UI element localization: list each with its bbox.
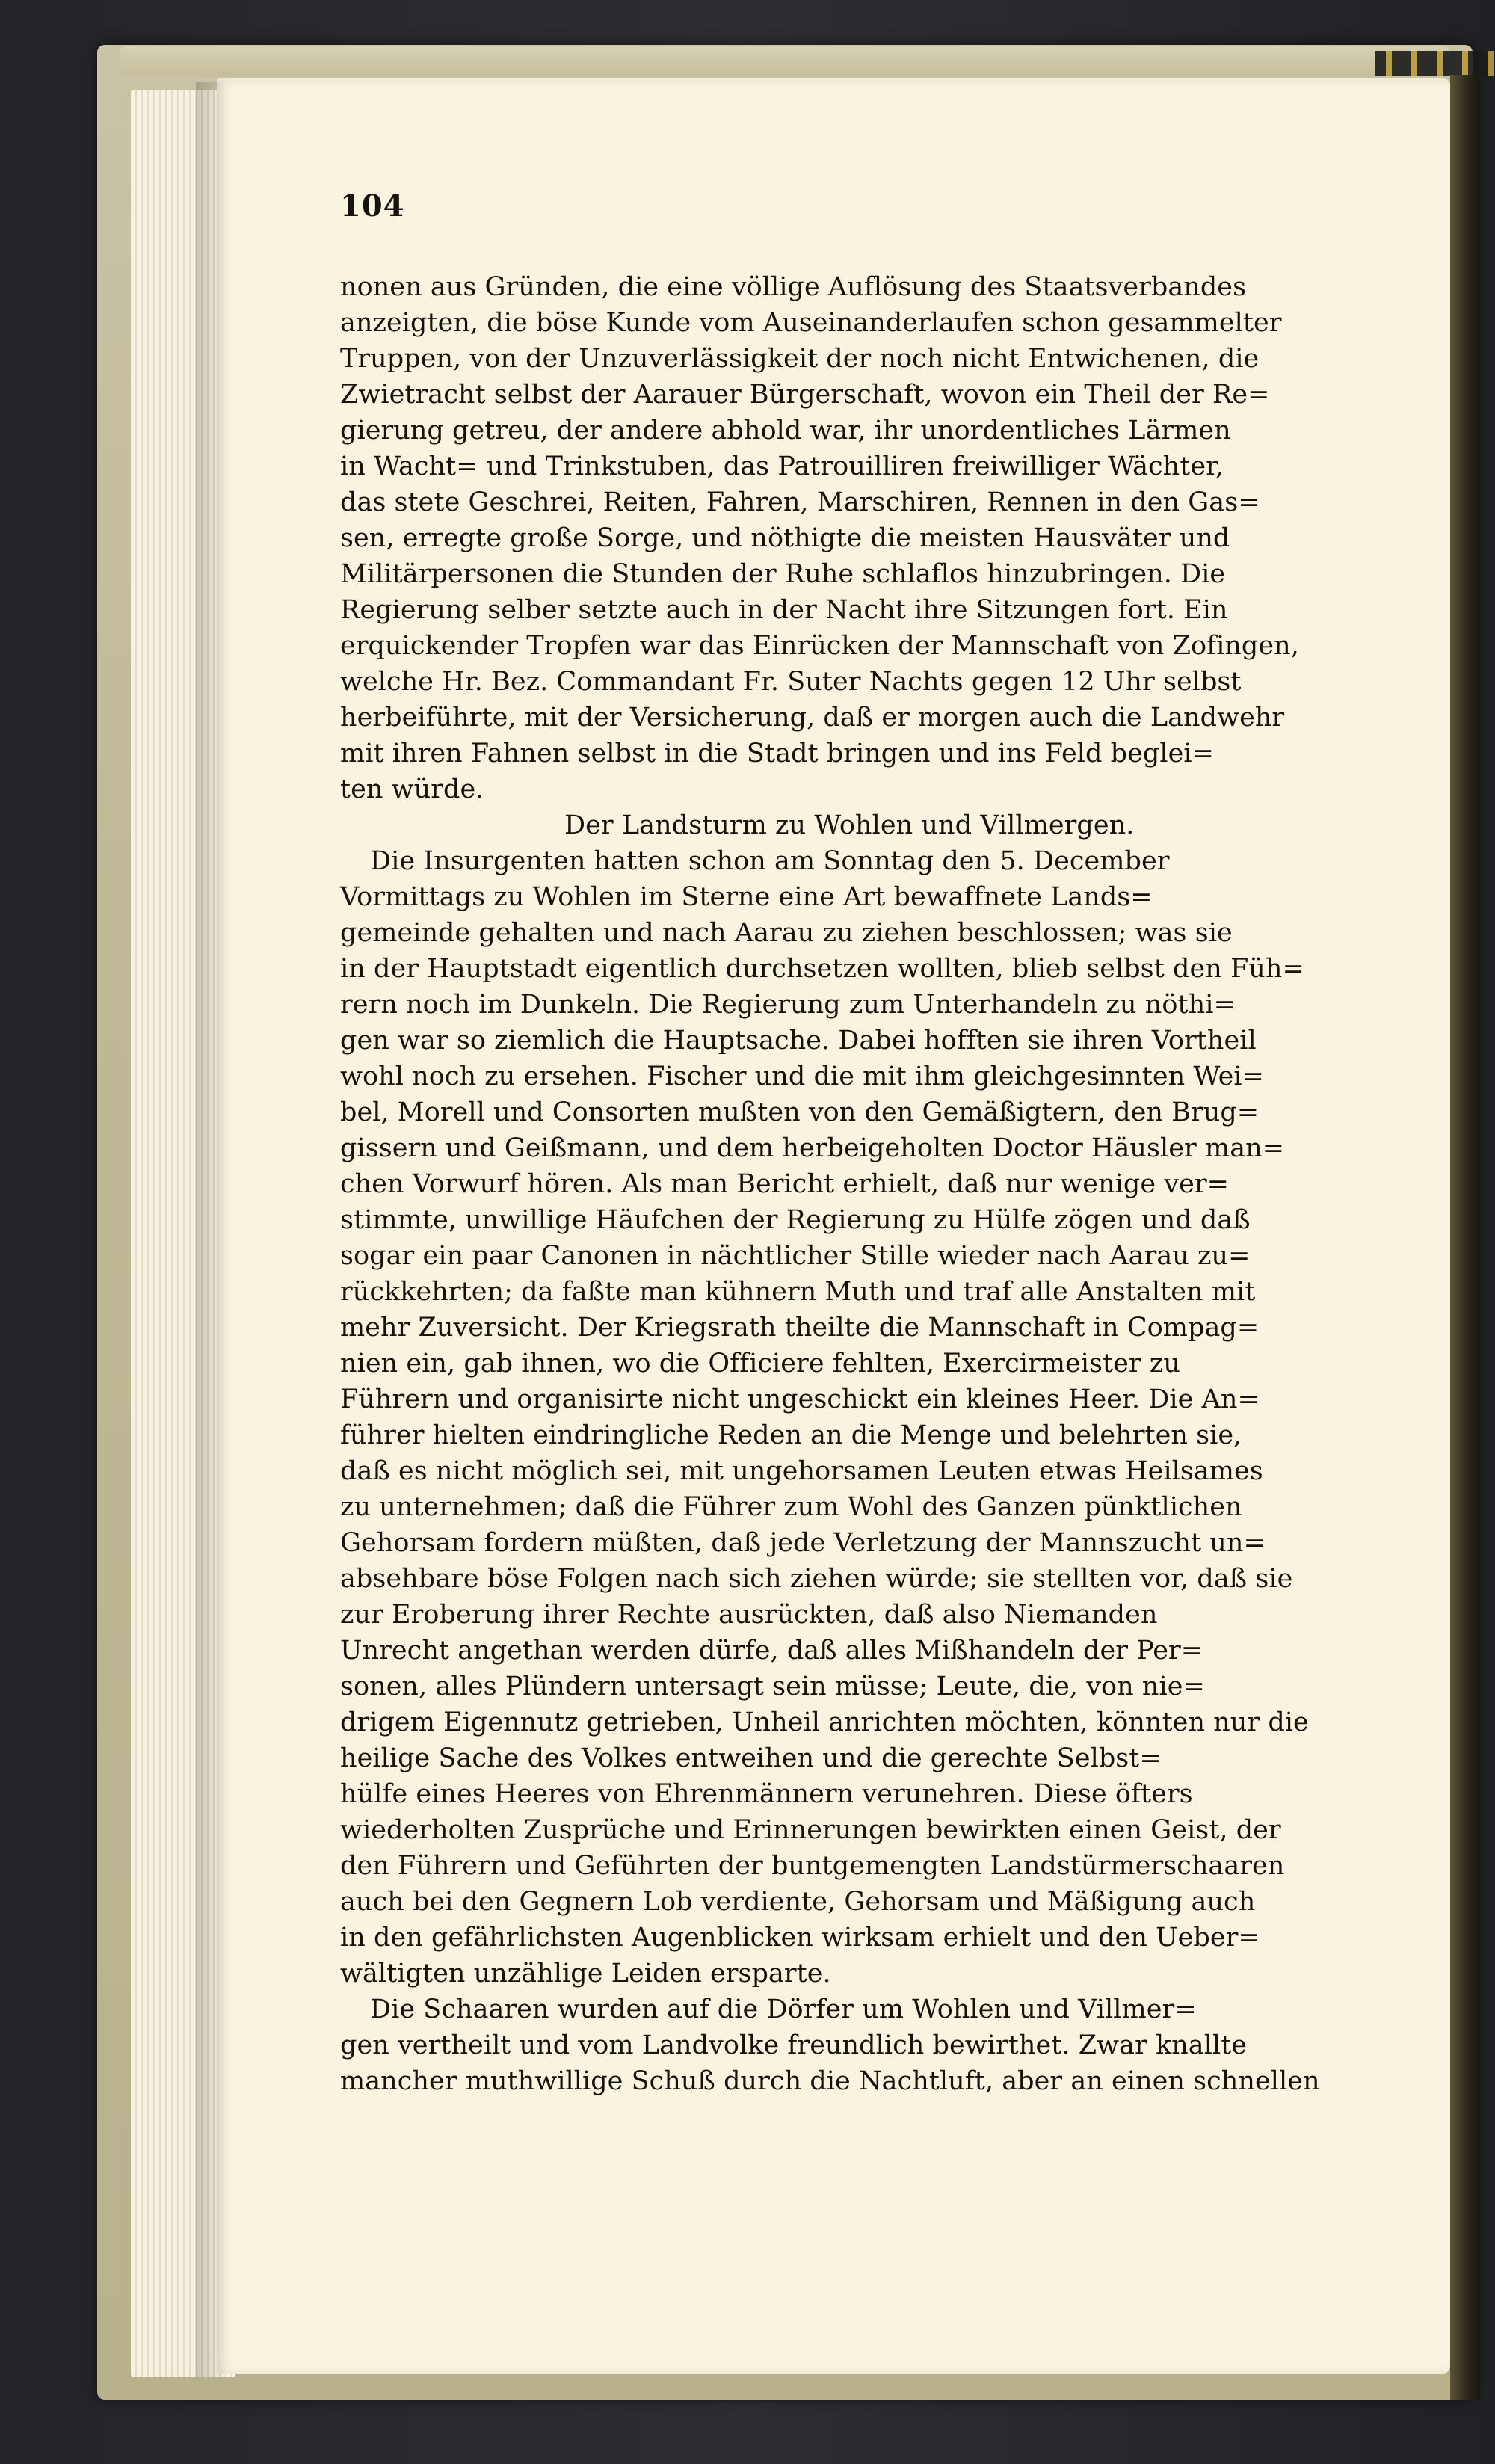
text-line: Die Schaaren wurden auf die Dörfer um Wohlen und Villmer= [370, 1995, 1197, 2024]
text-line: erquickender Tropfen war das Einrücken der Mannschaft von Zofingen, [340, 631, 1299, 661]
text-line: gissern und Geißmann, und dem herbeigeholten Doctor Häusler man= [340, 1133, 1285, 1163]
text-line: gierung getreu, der andere abhold war, ihr unordentliches Lärmen [340, 416, 1231, 446]
text-line: Regierung selber setzte auch in der Nacht ihre Sitzungen fort. Ein [340, 595, 1228, 625]
text-line: sogar ein paar Canonen in nächtlicher Stille wieder nach Aarau zu= [340, 1241, 1251, 1271]
text-line: wiederholten Zusprüche und Erinnerungen bewirkten einen Geist, der [340, 1815, 1281, 1845]
text-line: sonen, alles Plündern untersagt sein müsse; Leute, die, von nie= [340, 1672, 1205, 1701]
right-binding-edge [1450, 75, 1480, 2400]
text-line: nonen aus Gründen, die eine völlige Auflösung des Staatsverbandes [340, 272, 1247, 302]
text-line: gemeinde gehalten und nach Aarau zu ziehen beschlossen; was sie [340, 918, 1233, 948]
text-line: Militärpersonen die Stunden der Ruhe schlaflos hinzubringen. Die [340, 559, 1226, 589]
text-line: auch bei den Gegnern Lob verdiente, Gehorsam und Mäßigung auch [340, 1887, 1256, 1917]
text-line: mit ihren Fahnen selbst in die Stadt bringen und ins Feld beglei= [340, 739, 1214, 769]
text-line: drigem Eigennutz getrieben, Unheil anrichten möchten, könnten nur die [340, 1707, 1309, 1737]
text-line: Vormittags zu Wohlen im Sterne eine Art bewaffnete Lands= [340, 882, 1153, 912]
cover-top-edge [120, 46, 1450, 76]
text-line: Zwietracht selbst der Aarauer Bürgerschaft, wovon ein Theil der Re= [340, 380, 1270, 410]
text-line: nien ein, gab ihnen, wo die Officiere fehlten, Exercirmeister zu [340, 1349, 1180, 1379]
text-line: Führern und organisirte nicht ungeschickt ein kleines Heer. Die An= [340, 1385, 1260, 1414]
text-line: in den gefährlichsten Augenblicken wirksam erhielt und den Ueber= [340, 1923, 1260, 1953]
text-line: gen vertheilt und vom Landvolke freundlich bewirthet. Zwar knallte [340, 2030, 1248, 2060]
text-line: wohl noch zu ersehen. Fischer und die mit ihm gleichgesinnten Wei= [340, 1062, 1264, 1091]
page-gutter-shadow [196, 82, 226, 2377]
text-line: heilige Sache des Volkes entweihen und die gerechte Selbst= [340, 1743, 1162, 1773]
text-line: mehr Zuversicht. Der Kriegsrath theilte die Mannschaft in Compag= [340, 1313, 1260, 1343]
text-line: rern noch im Dunkeln. Die Regierung zum Unterhandeln zu nöthi= [340, 990, 1236, 1020]
text-line: hülfe eines Heeres von Ehrenmännern verunehren. Diese öfters [340, 1779, 1193, 1809]
spine-decoration [1375, 51, 1495, 76]
text-line: welche Hr. Bez. Commandant Fr. Suter Nachts gegen 12 Uhr selbst [340, 667, 1242, 697]
text-line: Gehorsam fordern müßten, daß jede Verletzung der Mannszucht un= [340, 1528, 1266, 1558]
text-line: Die Insurgenten hatten schon am Sonntag den 5. December [370, 846, 1170, 876]
text-line: ten würde. [340, 774, 484, 804]
text-line: herbeiführte, mit der Versicherung, daß er morgen auch die Landwehr [340, 703, 1285, 733]
page-number: 104 [340, 188, 405, 224]
text-line: gen war so ziemlich die Hauptsache. Dabei hofften sie ihren Vortheil [340, 1026, 1257, 1056]
text-line: Truppen, von der Unzuverlässigkeit der noch nicht Entwichenen, die [340, 344, 1260, 374]
text-line: anzeigten, die böse Kunde vom Auseinanderlaufen schon gesammelter [340, 308, 1282, 338]
text-line: wältigten unzählige Leiden ersparte. [340, 1959, 831, 1989]
text-line: absehbare böse Folgen nach sich ziehen würde; sie stellten vor, daß sie [340, 1564, 1293, 1594]
text-line: führer hielten eindringliche Reden an die Menge und belehrten sie, [340, 1420, 1242, 1450]
text-line: das stete Geschrei, Reiten, Fahren, Marschiren, Rennen in den Gas= [340, 487, 1260, 517]
text-line: zu unternehmen; daß die Führer zum Wohl des Ganzen pünktlichen [340, 1492, 1242, 1522]
text-line: rückkehrten; da faßte man kühnern Muth und traf alle Anstalten mit [340, 1277, 1256, 1307]
text-line: mancher muthwillige Schuß durch die Nachtluft, aber an einen schnellen [340, 2066, 1320, 2096]
text-line: Unrecht angethan werden dürfe, daß alles Mißhandeln der Per= [340, 1636, 1203, 1666]
text-line: in der Hauptstadt eigentlich durchsetzen wollten, blieb selbst den Füh= [340, 954, 1304, 984]
text-line: daß es nicht möglich sei, mit ungehorsamen Leuten etwas Heilsames [340, 1456, 1263, 1486]
text-line: bel, Morell und Consorten mußten von den Gemäßigtern, den Brug= [340, 1097, 1260, 1127]
text-line: chen Vorwurf hören. Als man Bericht erhielt, daß nur wenige ver= [340, 1169, 1230, 1199]
text-line: sen, erregte große Sorge, und nöthigte die meisten Hausväter und [340, 523, 1230, 553]
text-line: zur Eroberung ihrer Rechte ausrückten, daß also Niemanden [340, 1600, 1158, 1630]
text-line: in Wacht= und Trinkstuben, das Patrouilliren freiwilliger Wächter, [340, 452, 1224, 481]
text-line: stimmte, unwillige Häufchen der Regierung zu Hülfe zögen und daß [340, 1205, 1251, 1235]
section-heading: Der Landsturm zu Wohlen und Villmergen. [564, 810, 1135, 840]
text-line: den Führern und Geführten der buntgemengten Landstürmerschaaren [340, 1851, 1285, 1881]
